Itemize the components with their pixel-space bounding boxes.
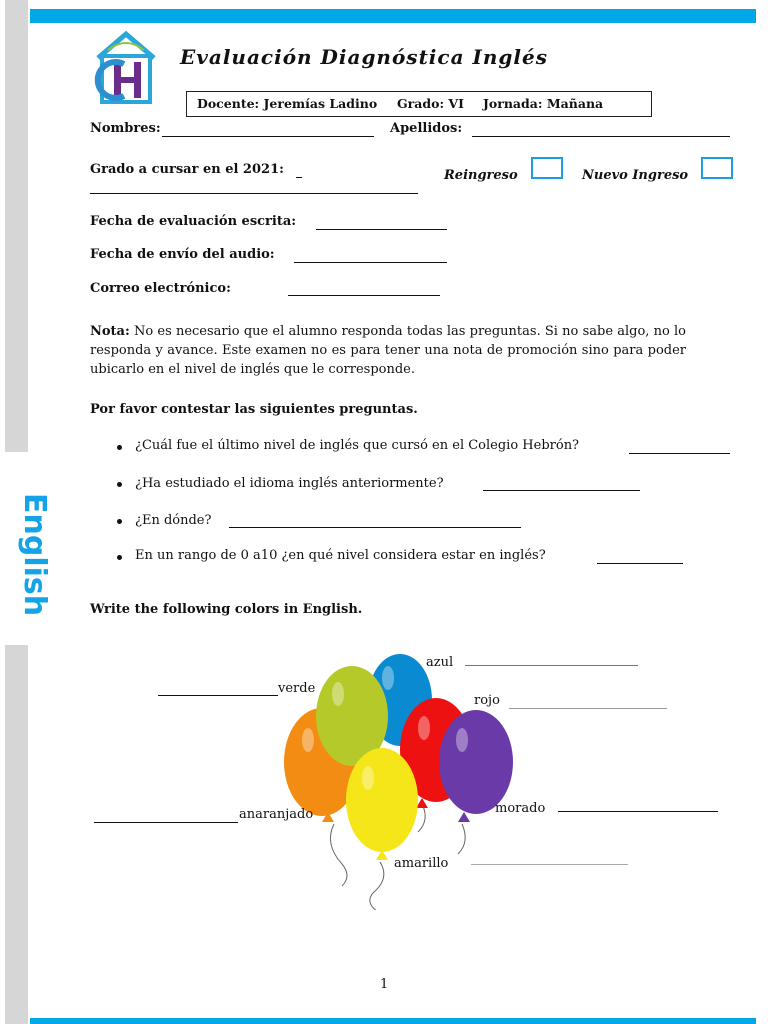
answer-field-1[interactable] — [629, 453, 730, 454]
bullet — [117, 445, 122, 450]
answer-anaranjado[interactable] — [94, 822, 238, 823]
nuevo-ingreso-checkbox[interactable] — [701, 157, 733, 179]
answer-field-2[interactable] — [483, 490, 640, 491]
color-label-azul: azul — [426, 655, 454, 670]
eval-date-label: Fecha de evaluación escrita: — [90, 214, 297, 229]
teacher-info-box — [186, 91, 652, 117]
answer-rojo[interactable] — [509, 708, 667, 709]
grade-to-take-field-short[interactable] — [296, 177, 302, 178]
color-label-morado: morado — [495, 801, 546, 816]
colors-heading: Write the following colors in English. — [90, 602, 363, 617]
answer-morado[interactable] — [558, 811, 718, 812]
reingreso-checkbox[interactable] — [531, 157, 563, 179]
shift-info: Jornada: Mañana — [483, 96, 604, 111]
balloon-purple — [439, 710, 513, 814]
side-english-label: English — [17, 493, 52, 617]
note-paragraph — [90, 322, 686, 379]
question-2: ¿Ha estudiado el idioma inglés anteriormente? — [135, 476, 444, 491]
nuevo-ingreso-label: Nuevo Ingreso — [582, 168, 689, 183]
top-border-bar — [30, 9, 756, 23]
apellidos-label: Apellidos: — [390, 121, 463, 136]
grade-to-take-field[interactable] — [90, 193, 418, 194]
bottom-border-bar — [30, 1018, 756, 1024]
page-title: Evaluación Diagnóstica Inglés — [180, 45, 548, 69]
question-3: ¿En dónde? — [135, 513, 212, 528]
question-4: En un rango de 0 a10 ¿en qué nivel considera estar en inglés? — [135, 548, 546, 563]
color-label-verde: verde — [278, 681, 316, 696]
audio-date-label: Fecha de envío del audio: — [90, 247, 275, 262]
reingreso-label: Reingreso — [444, 168, 518, 183]
school-logo — [94, 28, 158, 106]
nombres-field[interactable] — [162, 136, 374, 137]
apellidos-field[interactable] — [472, 136, 730, 137]
grade-info: Grado: VI — [397, 96, 464, 111]
page-number: 1 — [380, 977, 389, 992]
bullet — [117, 519, 122, 524]
answer-amarillo[interactable] — [471, 864, 628, 865]
nombres-label: Nombres: — [90, 121, 161, 136]
questions-heading: Por favor contestar las siguientes preguntas. — [90, 402, 418, 417]
balloon-yellow — [346, 748, 418, 852]
answer-field-3[interactable] — [229, 527, 521, 528]
eval-date-field[interactable] — [316, 229, 447, 230]
answer-azul[interactable] — [465, 665, 638, 666]
grade-to-take-label: Grado a cursar en el 2021: — [90, 162, 284, 177]
answer-verde[interactable] — [158, 695, 278, 696]
teacher-name: Docente: Jeremías Ladino — [197, 96, 378, 111]
answer-field-4[interactable] — [597, 563, 683, 564]
question-1: ¿Cuál fue el último nivel de inglés que cursó en el Colegio Hebrón? — [135, 438, 580, 453]
color-label-amarillo: amarillo — [394, 856, 449, 871]
color-label-rojo: rojo — [474, 693, 500, 708]
side-stripe-bottom — [5, 645, 28, 1024]
side-stripe-top — [5, 0, 28, 452]
note-label: Nota: — [90, 324, 130, 339]
audio-date-field[interactable] — [294, 262, 447, 263]
color-label-anaranjado: anaranjado — [239, 807, 314, 822]
email-field[interactable] — [288, 295, 440, 296]
bullet — [117, 482, 122, 487]
note-text: No es necesario que el alumno responda todas las preguntas. Si no sabe algo, no lo responda y avance. Este examen no es para tener una nota de promoción sino para poder ubicarlo en el nivel de inglés que le corresponde. — [90, 324, 686, 377]
bullet — [117, 555, 122, 560]
email-label: Correo electrónico: — [90, 281, 231, 296]
